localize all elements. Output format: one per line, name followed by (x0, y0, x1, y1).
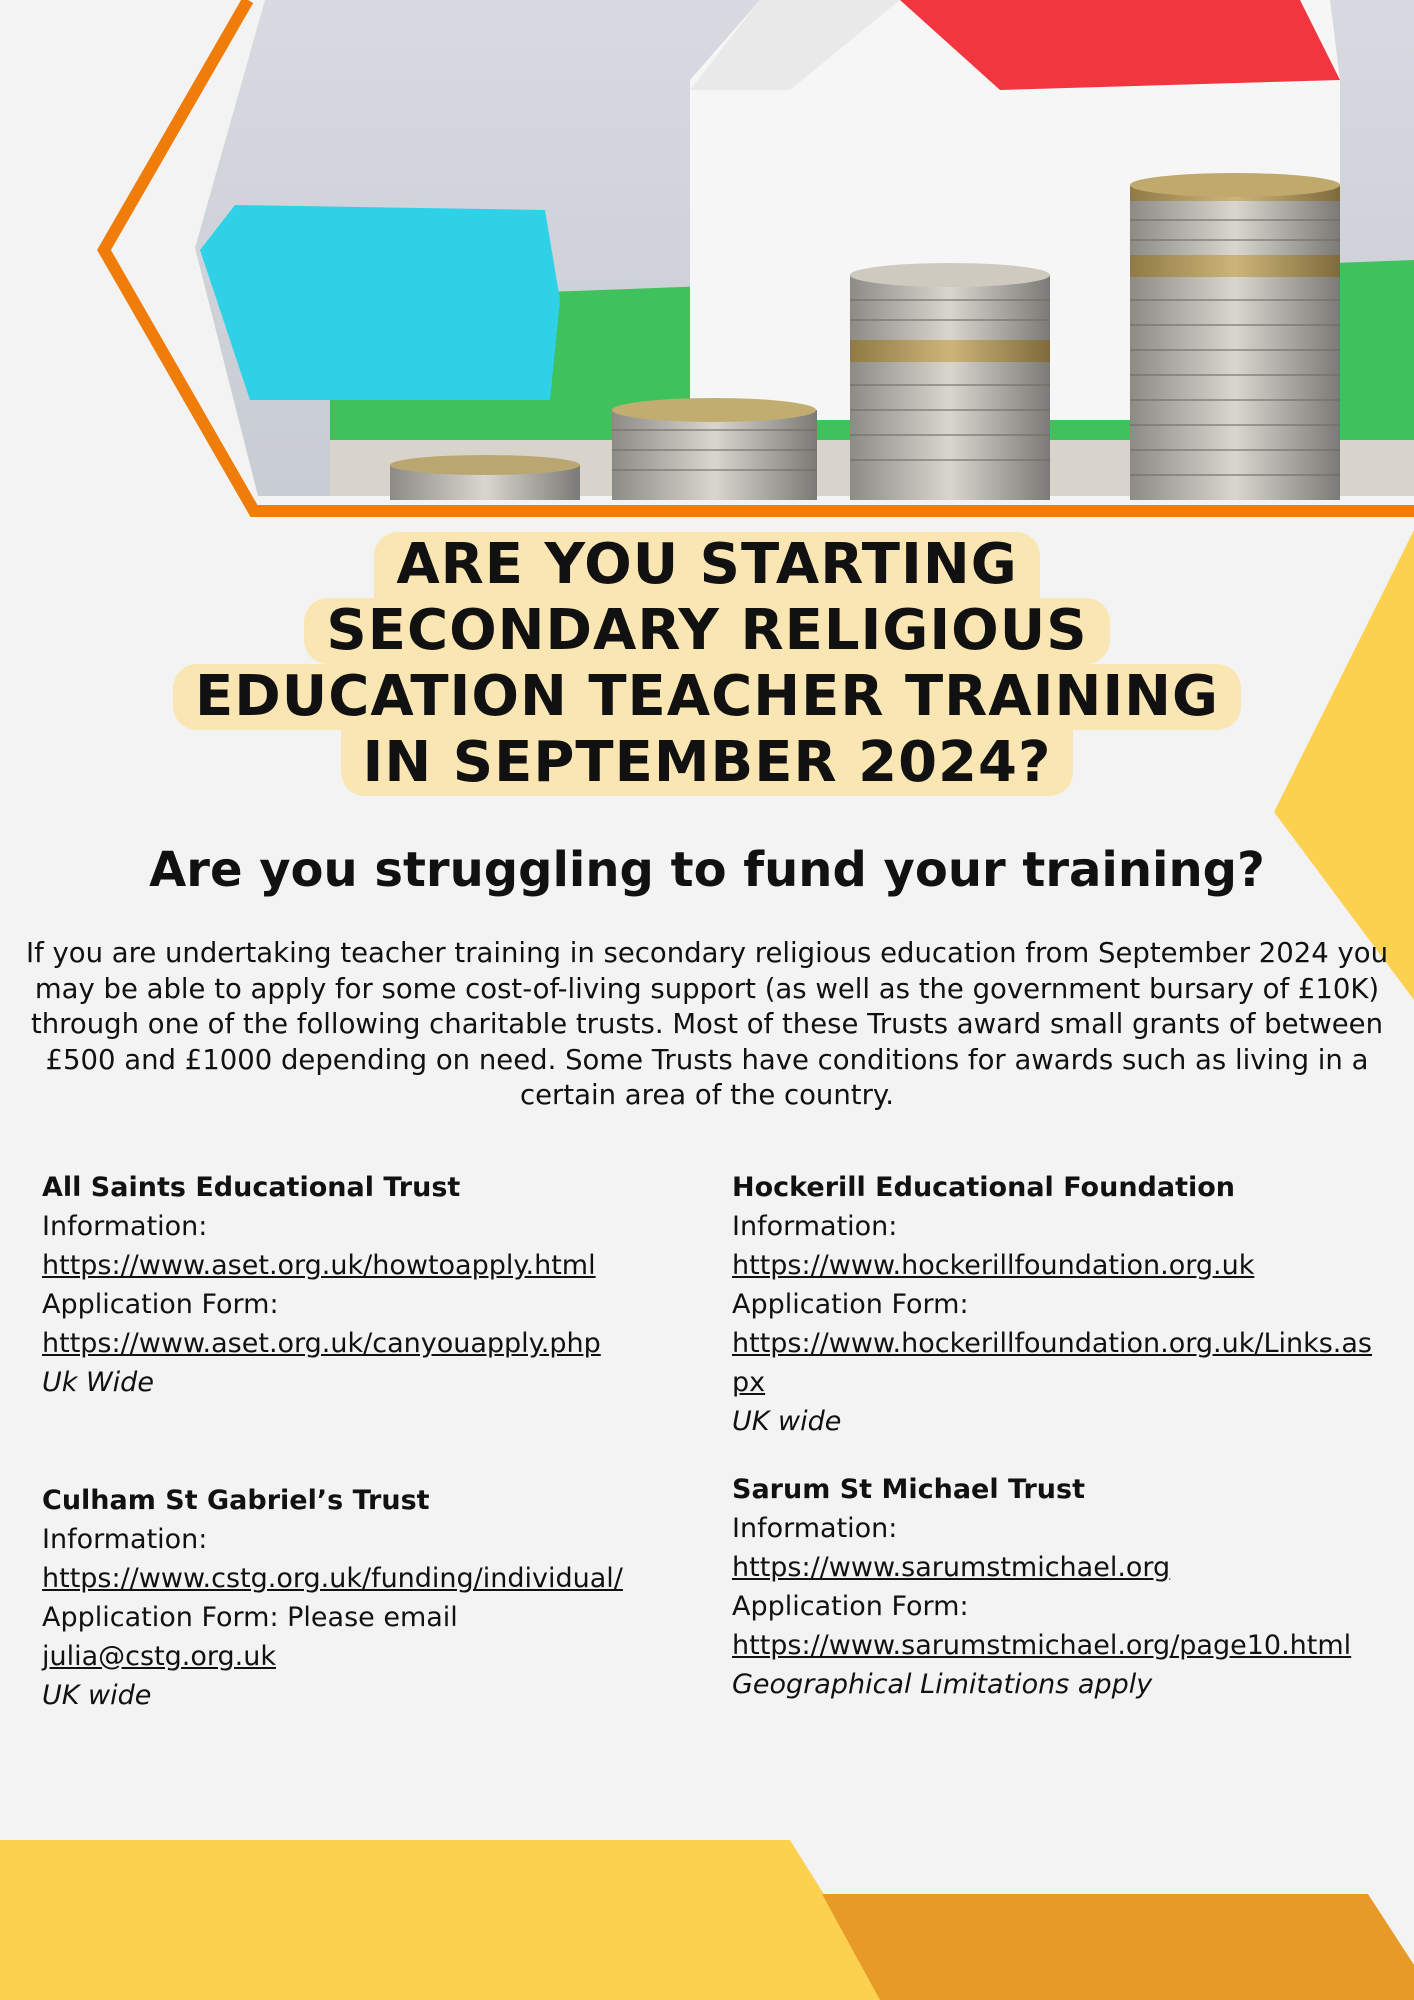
info-link[interactable]: https://www.hockerillfoundation.org.uk (732, 1250, 1255, 1281)
form-link[interactable]: https://www.aset.org.uk/canyouapply.php (42, 1328, 601, 1359)
form-label: Application Form: (732, 1289, 969, 1320)
form-label: Application Form: (42, 1289, 279, 1320)
headline-line: EDUCATION TEACHER TRAINING (173, 664, 1241, 730)
trust-name: Culham St Gabriel’s Trust (42, 1485, 430, 1516)
scope-text: Geographical Limitations apply (732, 1669, 1153, 1700)
trust-card-hockerill (732, 1168, 1382, 1441)
scope-text: Uk Wide (42, 1367, 154, 1398)
trust-name: All Saints Educational Trust (42, 1172, 461, 1203)
info-label: Information: (42, 1524, 208, 1555)
info-label: Information: (732, 1211, 898, 1242)
info-link[interactable]: https://www.aset.org.uk/howtoapply.html (42, 1250, 596, 1281)
bottom-decoration (0, 1830, 1414, 2000)
scope-text: UK wide (42, 1680, 152, 1711)
headline-line: IN SEPTEMBER 2024? (341, 730, 1074, 796)
scope-text: UK wide (732, 1406, 842, 1437)
intro-paragraph: If you are undertaking teacher training in secondary religious education from September 2024 you may be able to apply for some cost-of-living support (as well as the government bursary of £10K) through one of the following charitable trusts. Most of these Trusts award small grants of between £500 and £1000 depending on need. Some Trusts have conditions for awards such as living in a certain area of the country. (25, 937, 1389, 1111)
headline-line: SECONDARY RELIGIOUS (304, 598, 1109, 664)
info-link[interactable]: https://www.cstg.org.uk/funding/individual/ (42, 1563, 623, 1594)
form-link[interactable]: https://www.sarumstmichael.org/page10.html (732, 1630, 1352, 1661)
form-link[interactable]: https://www.hockerillfoundation.org.uk/Links.aspx (732, 1328, 1372, 1398)
trust-name: Sarum St Michael Trust (732, 1474, 1085, 1505)
info-label: Information: (732, 1513, 898, 1544)
headline (0, 532, 1414, 796)
trust-card-sarum (732, 1470, 1382, 1704)
trust-card-all-saints (42, 1168, 642, 1402)
trust-card-culham (42, 1481, 642, 1715)
form-label: Application Form: Please email (42, 1602, 458, 1633)
hero-image (0, 0, 1414, 520)
headline-line: ARE YOU STARTING (374, 532, 1039, 598)
subheading: Are you struggling to fund your training? (149, 842, 1265, 898)
trust-name: Hockerill Educational Foundation (732, 1172, 1236, 1203)
email-link[interactable]: julia@cstg.org.uk (42, 1641, 276, 1672)
info-link[interactable]: https://www.sarumstmichael.org (732, 1552, 1171, 1583)
info-label: Information: (42, 1211, 208, 1242)
form-label: Application Form: (732, 1591, 969, 1622)
